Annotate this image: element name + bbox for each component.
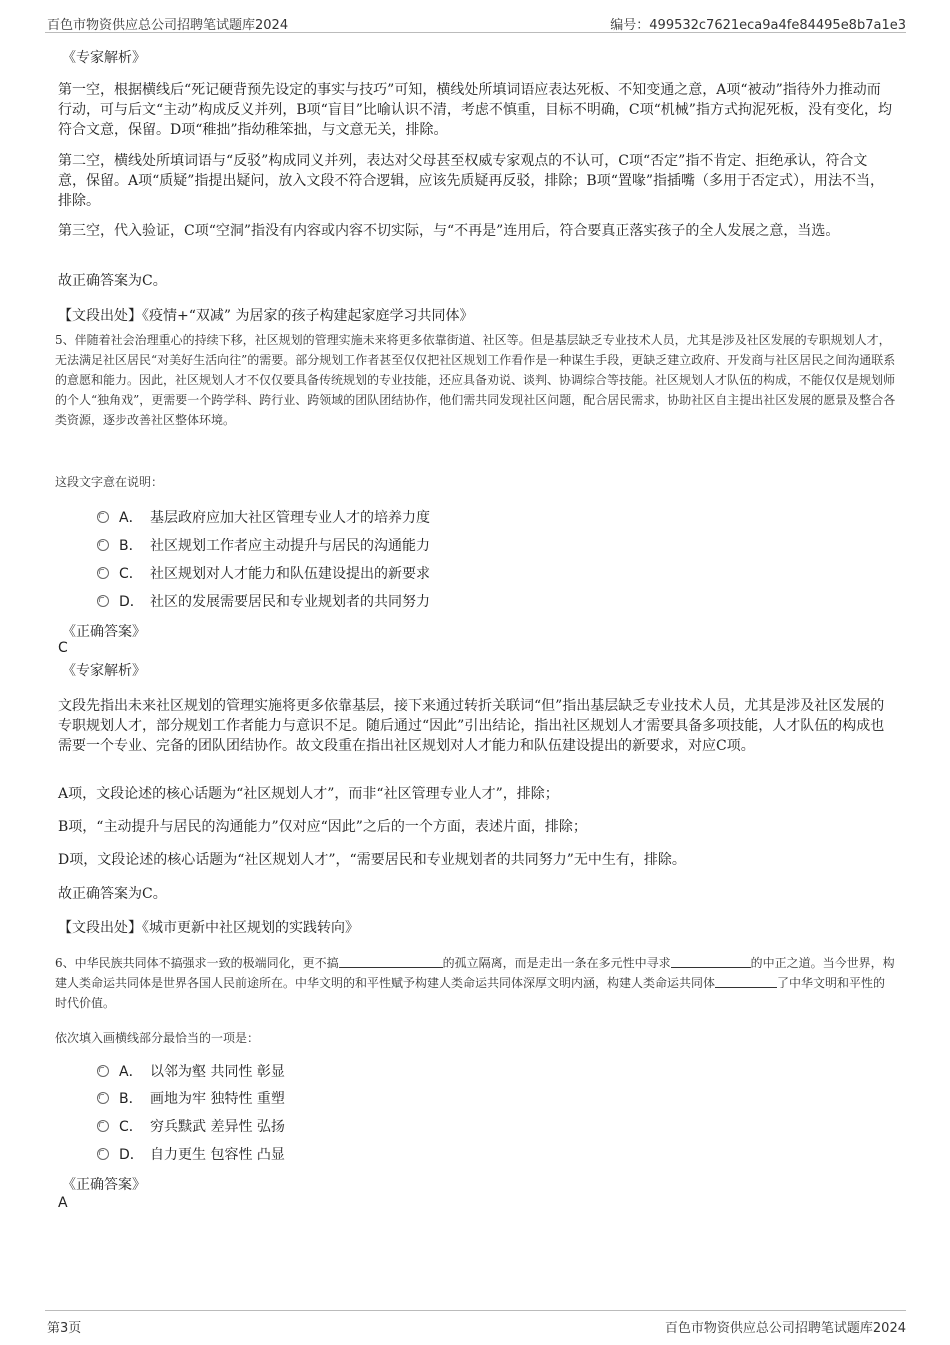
expert-analysis-label: 《专家解析》: [62, 50, 146, 66]
analysis-paragraph: 第一空，根据横线后“死记硬背预先设定的事实与技巧”可知，横线处所填词语应表达死板、不知变通之意，A项“被动”指待外力推动而行动，可与后文“主动”构成反义并列，B项“盲目”比喻认识不清，考虑不慎重，目标不明确，C项“机械”指方式拘泥死板，没有变化，均符合文意，保留。D项“稚拙”指幼稚笨拙，与文意无关，排除。: [58, 82, 892, 138]
option-text: 自力更生 包容性 凸显: [150, 1147, 285, 1163]
radio-button-icon[interactable]: [97, 567, 109, 579]
radio-button-icon[interactable]: [97, 1148, 109, 1160]
option-d[interactable]: [97, 591, 430, 613]
correct-answer: C: [58, 640, 68, 656]
question-segment: 的孤立隔离，而是走出一条在多元性中寻求: [442, 956, 671, 970]
document-id: 编号：499532c7621eca9a4fe84495e8b7a1e3: [610, 18, 906, 33]
passage-source: 【文段出处】《疫情+“双减” 为居家的孩子构建起家庭学习共同体》: [58, 308, 474, 324]
page-footer: [45, 1310, 906, 1335]
question-segment: 了中华文明和平性的时代价值。: [55, 976, 886, 1010]
question-text: [55, 953, 897, 1013]
passage-source: 【文段出处】《城市更新中社区规划的实践转向》: [58, 920, 359, 936]
option-c[interactable]: [97, 563, 430, 585]
option-text: 社区的发展需要居民和专业规划者的共同努力: [150, 594, 430, 610]
blank-line: [715, 975, 777, 988]
radio-button-icon[interactable]: [97, 1065, 109, 1077]
option-text: 以邻为壑 共同性 彰显: [150, 1064, 285, 1080]
footer-title: 百色市物资供应总公司招聘笔试题库2024: [664, 1321, 906, 1336]
option-letter: D．: [119, 594, 144, 610]
analysis-paragraph: 第三空，代入验证，C项“空洞”指没有内容或内容不切实际，与“不再是”连用后，符合要真正落实孩子的全人发展之意，当选。: [58, 223, 840, 239]
radio-button-icon[interactable]: [97, 595, 109, 607]
question-prompt: 依次填入画横线部分最恰当的一项是：: [55, 1031, 260, 1045]
expert-analysis-label: 《专家解析》: [62, 663, 146, 679]
answer-conclusion: 故正确答案为C。: [58, 886, 167, 902]
option-c[interactable]: [97, 1116, 285, 1138]
correct-answer-label: 《正确答案》: [62, 624, 146, 640]
correct-answer: A: [58, 1195, 68, 1211]
option-letter: A．: [119, 1064, 143, 1080]
radio-button-icon[interactable]: [97, 511, 109, 523]
option-a[interactable]: [97, 1061, 285, 1083]
analysis-paragraph: 第二空，横线处所填词语与“反驳”构成同义并列，表达对父母甚至权威专家观点的不认可，C项“否定”指不肯定、拒绝承认，符合文意，保留。A项“质疑”指提出疑问，放入文段不符合逻辑，应该先质疑再反驳，排除；B项“置喙”指插嘴（多用于否定式），用法不当，排除。: [58, 153, 885, 209]
answer-conclusion: 故正确答案为C。: [58, 273, 167, 289]
option-letter: B．: [119, 1091, 143, 1107]
radio-button-icon[interactable]: [97, 1120, 109, 1132]
option-text: 画地为牢 独特性 重塑: [150, 1091, 285, 1107]
option-letter: A．: [119, 510, 143, 526]
option-letter: C．: [119, 1119, 143, 1135]
question-segment: 6、中华民族共同体不搞强求一致的极端同化，更不搞: [55, 956, 339, 970]
option-b[interactable]: [97, 1088, 285, 1110]
option-text: 基层政府应加大社区管理专业人才的培养力度: [150, 510, 430, 526]
analysis-paragraph: B项，“主动提升与居民的沟通能力”仅对应“因此”之后的一个方面，表述片面，排除；: [58, 819, 587, 835]
option-text: 社区规划对人才能力和队伍建设提出的新要求: [150, 566, 430, 582]
analysis-paragraph: 文段先指出未来社区规划的管理实施将更多依靠基层，接下来通过转折关联词“但”指出基层缺乏专业技术人员，尤其是涉及社区发展的专职规划人才，部分规划工作者能力与意识不足。随后通过“因此”引出结论，指出社区规划人才需要具备多项技能，人才队伍的构成也需要一个专业、完备的团队团结协作。故文段重在指出社区规划对人才能力和队伍建设提出的新要求，对应C项。: [58, 698, 885, 754]
option-letter: D．: [119, 1147, 144, 1163]
header-title: 百色市物资供应总公司招聘笔试题库2024: [47, 18, 289, 33]
analysis-paragraph: D项，文段论述的核心话题为“社区规划人才”，“需要居民和专业规划者的共同努力”无中生有，排除。: [58, 852, 686, 868]
question-prompt: 这段文字意在说明：: [55, 475, 164, 489]
correct-answer-label: 《正确答案》: [62, 1177, 146, 1193]
blank-line: [671, 955, 751, 968]
option-a[interactable]: [97, 507, 430, 529]
option-text: 穷兵黩武 差异性 弘扬: [150, 1119, 285, 1135]
option-letter: B．: [119, 538, 143, 554]
radio-button-icon[interactable]: [97, 539, 109, 551]
option-b[interactable]: [97, 535, 430, 557]
question-segment: 的中正之道。当今世界，构建人类命运共同体是世界各国人民前途所在。中华文明的和平性赋予构建人类命运共同体深厚文明内涵，构建人类命运共同体: [55, 956, 895, 990]
page-number: 第3页: [47, 1321, 82, 1336]
page-header: [45, 10, 906, 33]
option-letter: C．: [119, 566, 143, 582]
radio-button-icon[interactable]: [97, 1092, 109, 1104]
blank-line: [339, 955, 443, 968]
analysis-paragraph: A项，文段论述的核心话题为“社区规划人才”，而非“社区管理专业人才”，排除；: [58, 786, 559, 802]
option-d[interactable]: [97, 1144, 285, 1166]
option-text: 社区规划工作者应主动提升与居民的沟通能力: [150, 538, 430, 554]
question-text: 5、伴随着社会治理重心的持续下移，社区规划的管理实施未来将更多依靠街道、社区等。但是基层缺乏专业技术人员，尤其是涉及社区发展的专职规划人才，无法满足社区居民“对美好生活向往”的需要。部分规划工作者甚至仅仅把社区规划工作看作是一种谋生手段，更缺乏建立政府、开发商与社区居民之间沟通联系的意愿和能力。因此，社区规划人才不仅仅要具备传统规划的专业技能，还应具备劝说、谈判、协调综合等技能。社区规划人才队伍的构成，不能仅仅是规划师的个人“独角戏”，更需要一个跨学科、跨行业、跨领域的团队团结协作，他们需共同发现社区问题，配合居民需求，协助社区自主提出社区发展的愿景及整合各类资源，逐步改善社区整体环境。: [55, 333, 896, 427]
